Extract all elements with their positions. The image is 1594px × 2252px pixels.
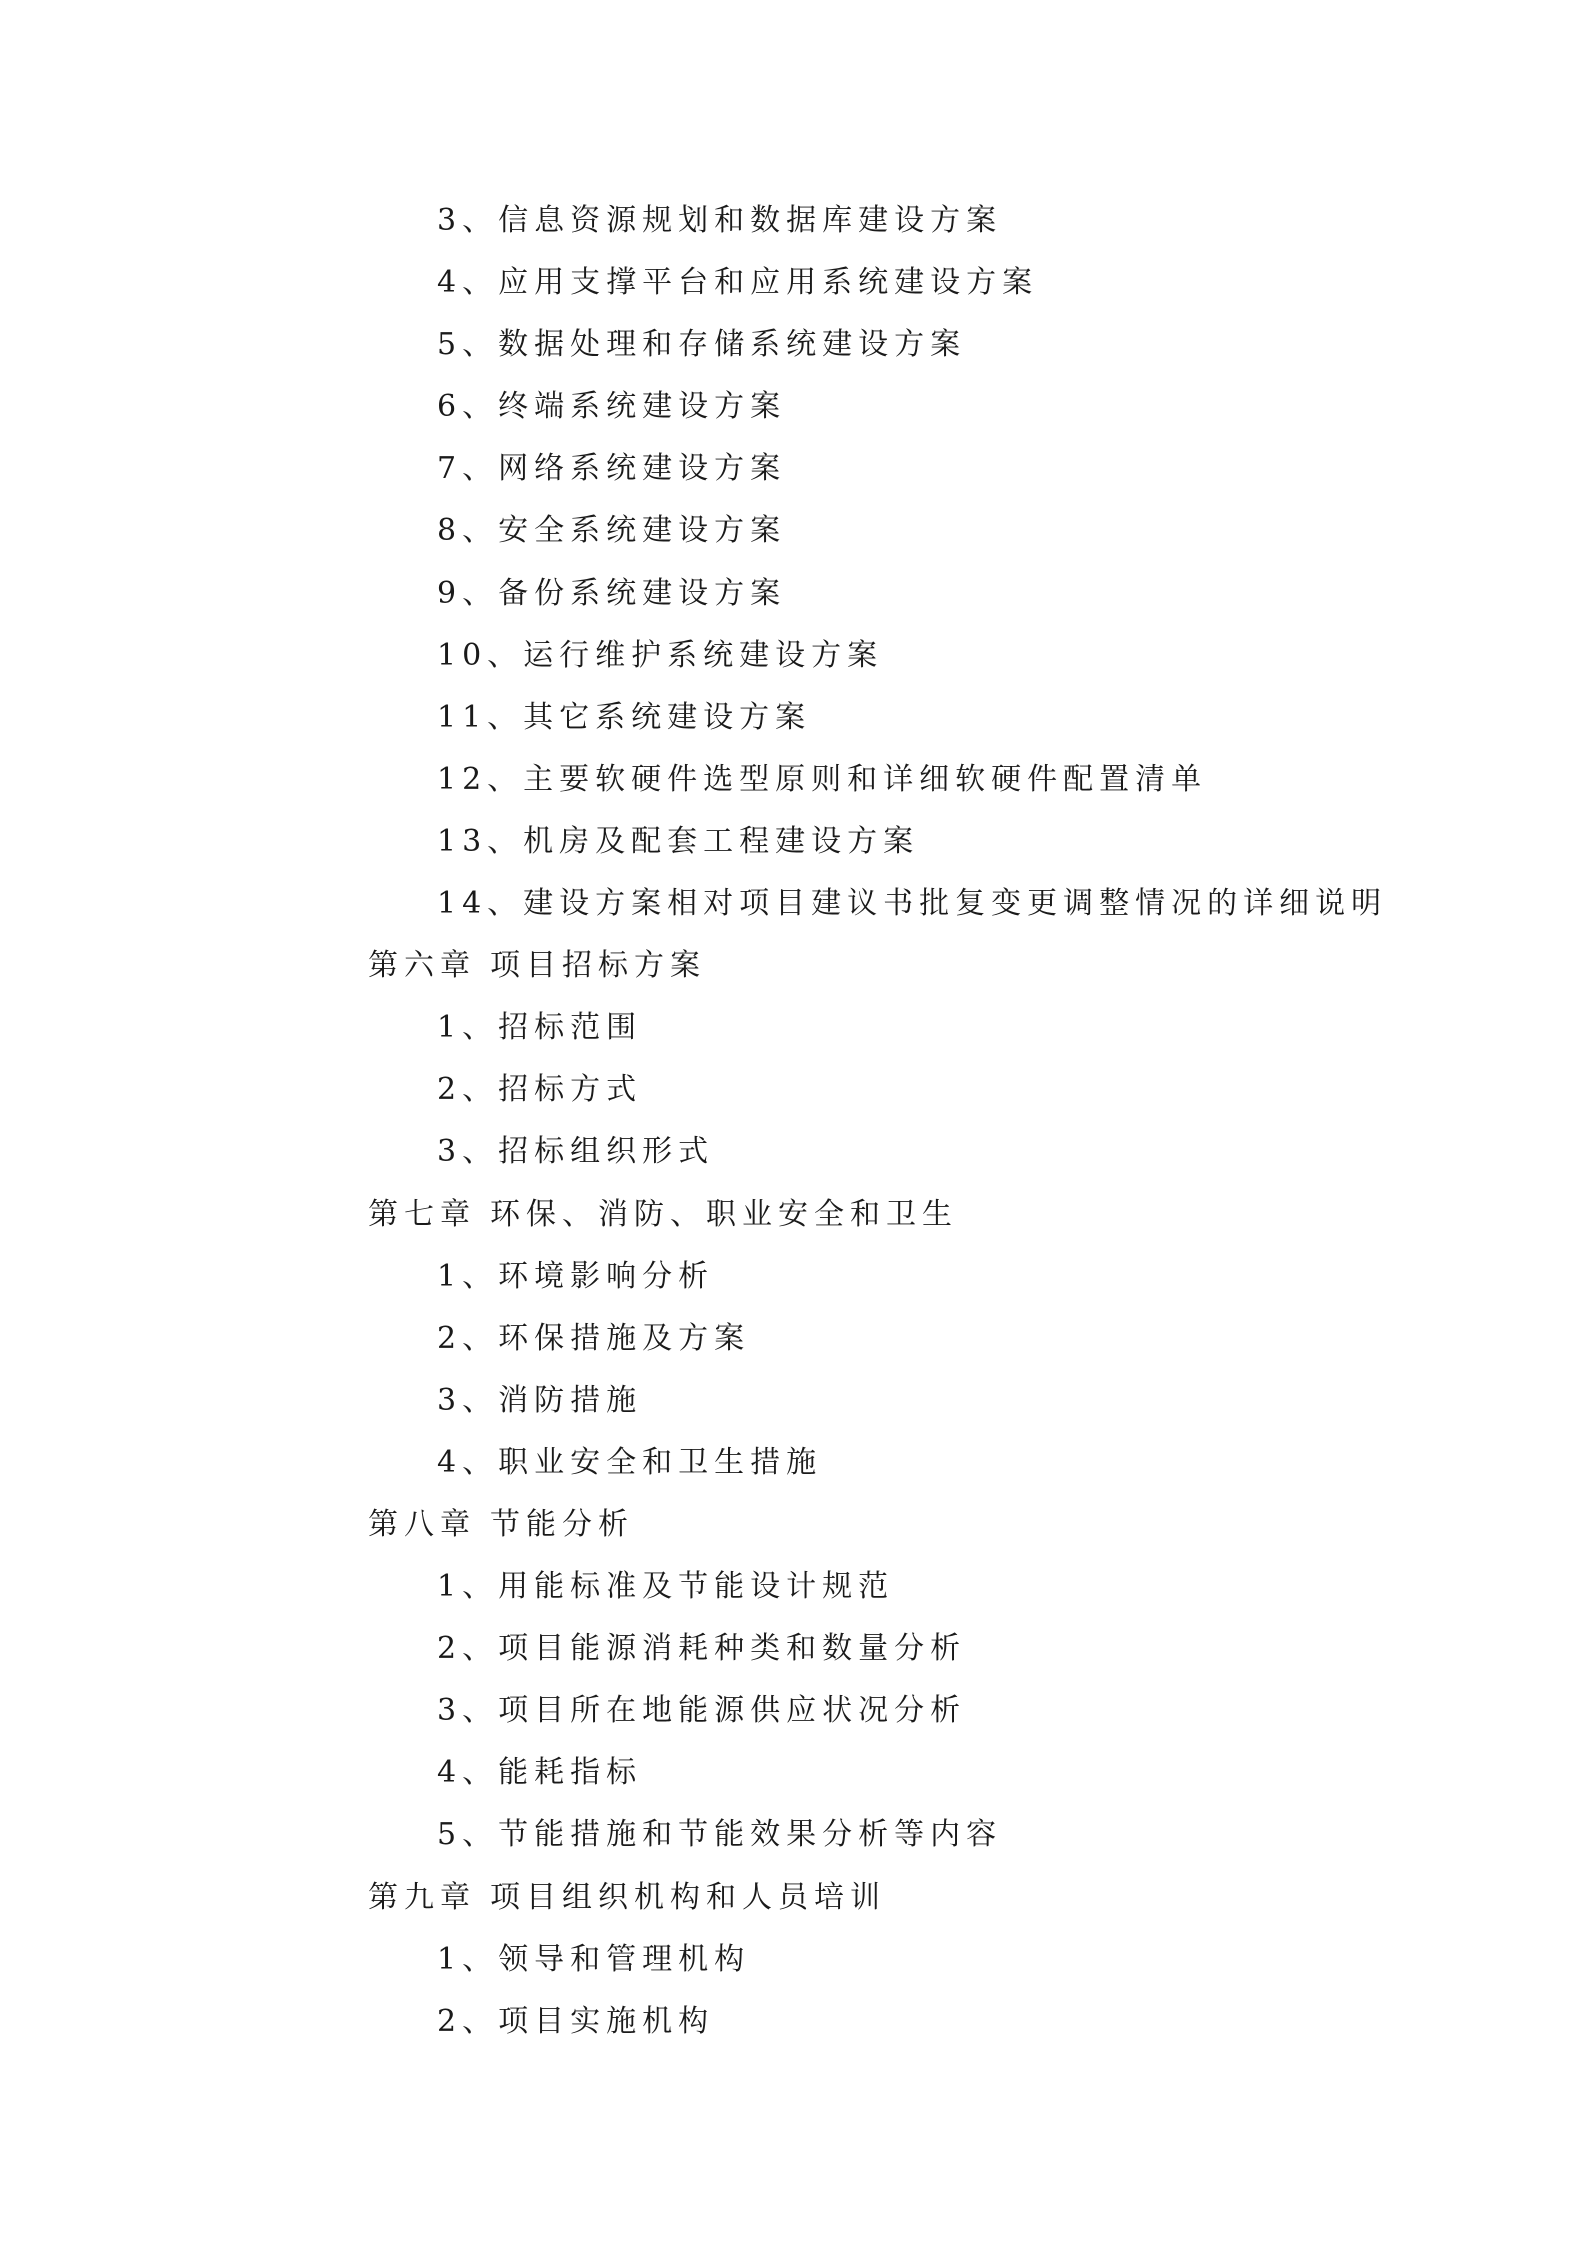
outline-item: 4、职业安全和卫生措施 bbox=[437, 1444, 823, 1480]
outline-item: 3、消防措施 bbox=[437, 1382, 643, 1418]
outline-item: 5、节能措施和节能效果分析等内容 bbox=[437, 1817, 1003, 1853]
outline-item: 1、招标范围 bbox=[437, 1010, 643, 1046]
chapter-heading bbox=[0, 1494, 1594, 1556]
outline-item: 1、用能标准及节能设计规范 bbox=[437, 1569, 895, 1605]
outline-item: 2、项目能源消耗种类和数量分析 bbox=[437, 1631, 967, 1667]
outline-item: 7、网络系统建设方案 bbox=[437, 451, 787, 487]
chapter-number: 第七章 bbox=[368, 1196, 476, 1232]
outline-item: 2、项目实施机构 bbox=[437, 2003, 715, 2039]
chapter-title: 节能分析 bbox=[490, 1506, 634, 1542]
chapter-number: 第九章 bbox=[368, 1879, 476, 1915]
chapter-title: 项目招标方案 bbox=[490, 948, 706, 984]
chapter-number: 第八章 bbox=[368, 1506, 476, 1542]
outline-item: 1、领导和管理机构 bbox=[437, 1941, 751, 1977]
outline-item: 4、能耗指标 bbox=[437, 1755, 643, 1791]
chapter-title: 项目组织机构和人员培训 bbox=[490, 1879, 886, 1915]
outline-item: 5、数据处理和存储系统建设方案 bbox=[437, 327, 967, 363]
outline-item: 14、建设方案相对项目建议书批复变更调整情况的详细说明 bbox=[437, 886, 1388, 922]
table-of-contents bbox=[0, 190, 1594, 2053]
outline-item: 13、机房及配套工程建设方案 bbox=[437, 823, 920, 859]
outline-item: 12、主要软硬件选型原则和详细软硬件配置清单 bbox=[437, 761, 1208, 797]
outline-item: 6、终端系统建设方案 bbox=[437, 389, 787, 425]
outline-item: 11、其它系统建设方案 bbox=[437, 699, 812, 735]
outline-item: 3、项目所在地能源供应状况分析 bbox=[437, 1693, 967, 1729]
outline-item: 4、应用支撑平台和应用系统建设方案 bbox=[437, 265, 1039, 301]
outline-item: 1、环境影响分析 bbox=[437, 1258, 715, 1294]
chapter-title: 环保、消防、职业安全和卫生 bbox=[490, 1196, 958, 1232]
outline-item: 10、运行维护系统建设方案 bbox=[437, 637, 884, 673]
outline-item: 9、备份系统建设方案 bbox=[437, 575, 787, 611]
outline-item: 3、信息资源规划和数据库建设方案 bbox=[437, 203, 1003, 238]
chapter-number: 第六章 bbox=[368, 948, 476, 984]
outline-item: 2、环保措施及方案 bbox=[437, 1320, 751, 1356]
chapter-heading bbox=[0, 1184, 1594, 1246]
outline-item: 8、安全系统建设方案 bbox=[437, 513, 787, 549]
chapter-heading bbox=[0, 935, 1594, 997]
outline-item: 2、招标方式 bbox=[437, 1072, 643, 1108]
chapter-heading bbox=[0, 1867, 1594, 1929]
outline-item: 3、招标组织形式 bbox=[437, 1134, 715, 1170]
